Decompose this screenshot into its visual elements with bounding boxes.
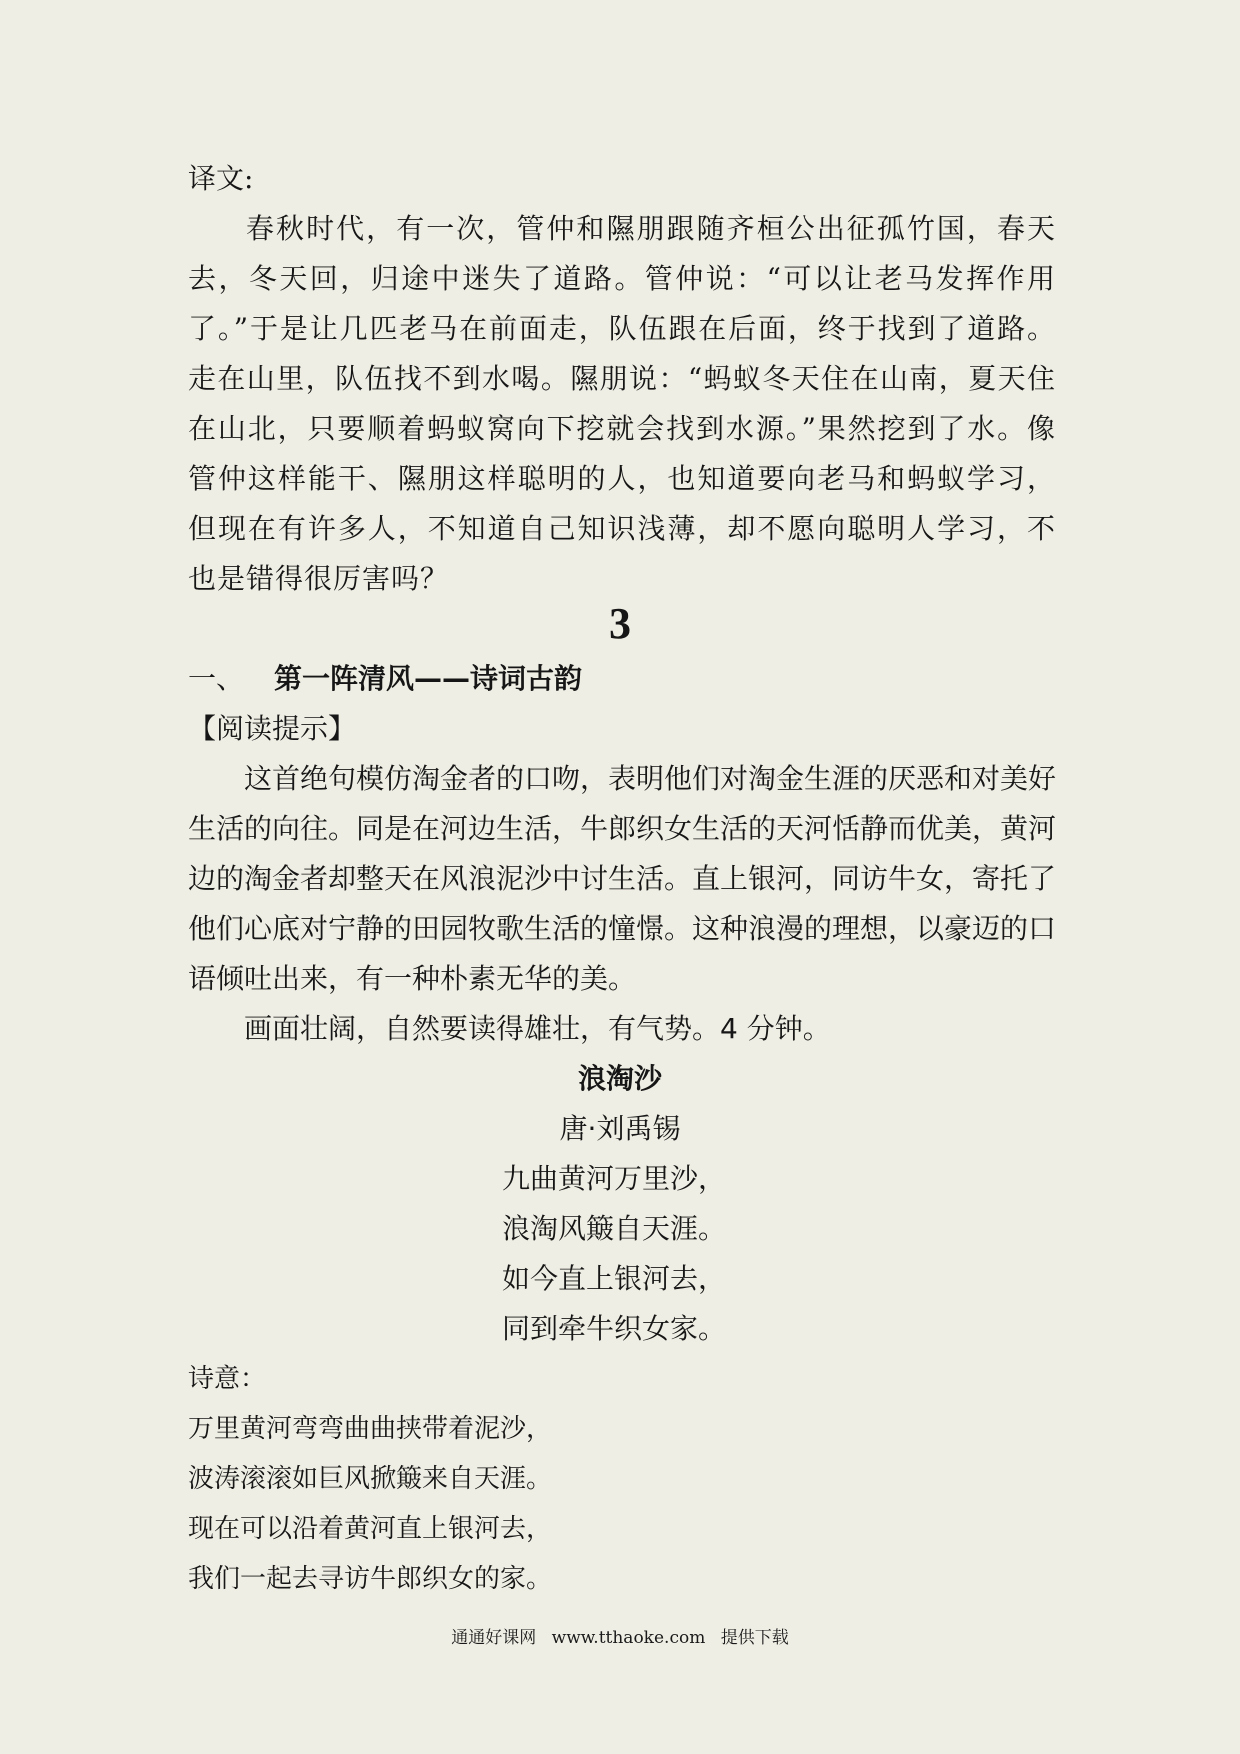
section-number: 3	[609, 599, 631, 648]
reading-hint-section	[188, 704, 1056, 1054]
poem-line: 同到牵牛织女家。	[502, 1312, 727, 1345]
poem-line: 如今直上银河去，	[502, 1262, 727, 1295]
reading-instruction: 画面壮阔，自然要读得雄壮，有气势。4 分钟。	[244, 1012, 831, 1045]
reading-hint-paragraph: 这首绝句模仿淘金者的口吻，表明他们对淘金生涯的厌恶和对美好生活的向往。同是在河边生活，牛郎织女生活的天河恬静而优美，黄河边的淘金者却整天在风浪泥沙中讨生活。直上银河，同访牛女，寄托了他们心底对宁静的田园牧歌生活的憧憬。这种浪漫的理想，以豪迈的口语倾吐出来，有一种朴素无华的美。	[188, 762, 1057, 995]
poem-meaning-label: 诗意：	[188, 1364, 267, 1394]
section-heading-title: 第一阵清风——诗词古韵	[274, 662, 583, 695]
poem-line: 九曲黄河万里沙，	[502, 1162, 727, 1195]
poem-meaning-line: 现在可以沿着黄河直上银河去，	[188, 1514, 553, 1544]
page-footer	[0, 1626, 1240, 1650]
section-heading	[188, 654, 582, 704]
poem-meaning-section	[188, 1354, 1056, 1604]
poem-line: 浪淘风簸自天涯。	[502, 1212, 727, 1245]
poem-lines	[502, 1154, 726, 1354]
poem-meaning-line: 万里黄河弯弯曲曲挟带着泥沙，	[188, 1414, 553, 1444]
reading-hint-label: 【阅读提示】	[188, 712, 357, 745]
translation-paragraph: 春秋时代，有一次，管仲和隰朋跟随齐桓公出征孤竹国，春天去，冬天回，归途中迷失了道路。管仲说：“可以让老马发挥作用了。”于是让几匹老马在前面走，队伍跟在后面，终于找到了道路。走在山里，队伍找不到水喝。隰朋说：“蚂蚁冬天住在山南，夏天住在山北，只要顺着蚂蚁窝向下挖就会找到水源。”果然挖到了水。像管仲这样能干、隰朋这样聪明的人，也知道要向老马和蚂蚁学习，但现在有许多人，不知道自己知识浅薄，却不愿向聪明人学习，不也是错得很厉害吗？	[188, 212, 1056, 595]
poem-meaning-line: 我们一起去寻访牛郎织女的家。	[188, 1564, 553, 1594]
footer-note: 提供下载	[720, 1628, 789, 1648]
footer-site-name: 通通好课网	[451, 1628, 537, 1648]
poem	[0, 1054, 1240, 1345]
translation-section	[188, 154, 1056, 604]
section-heading-number: 一、	[188, 662, 245, 695]
poem-title: 浪淘沙	[577, 1062, 662, 1095]
poem-meaning-line: 波涛滚滚如巨风掀簸来自天涯。	[188, 1464, 553, 1494]
poem-author: 唐·刘禹锡	[559, 1112, 681, 1145]
translation-label: 译文:	[188, 162, 254, 195]
footer-url[interactable]: www.tthaoke.com	[551, 1628, 706, 1648]
